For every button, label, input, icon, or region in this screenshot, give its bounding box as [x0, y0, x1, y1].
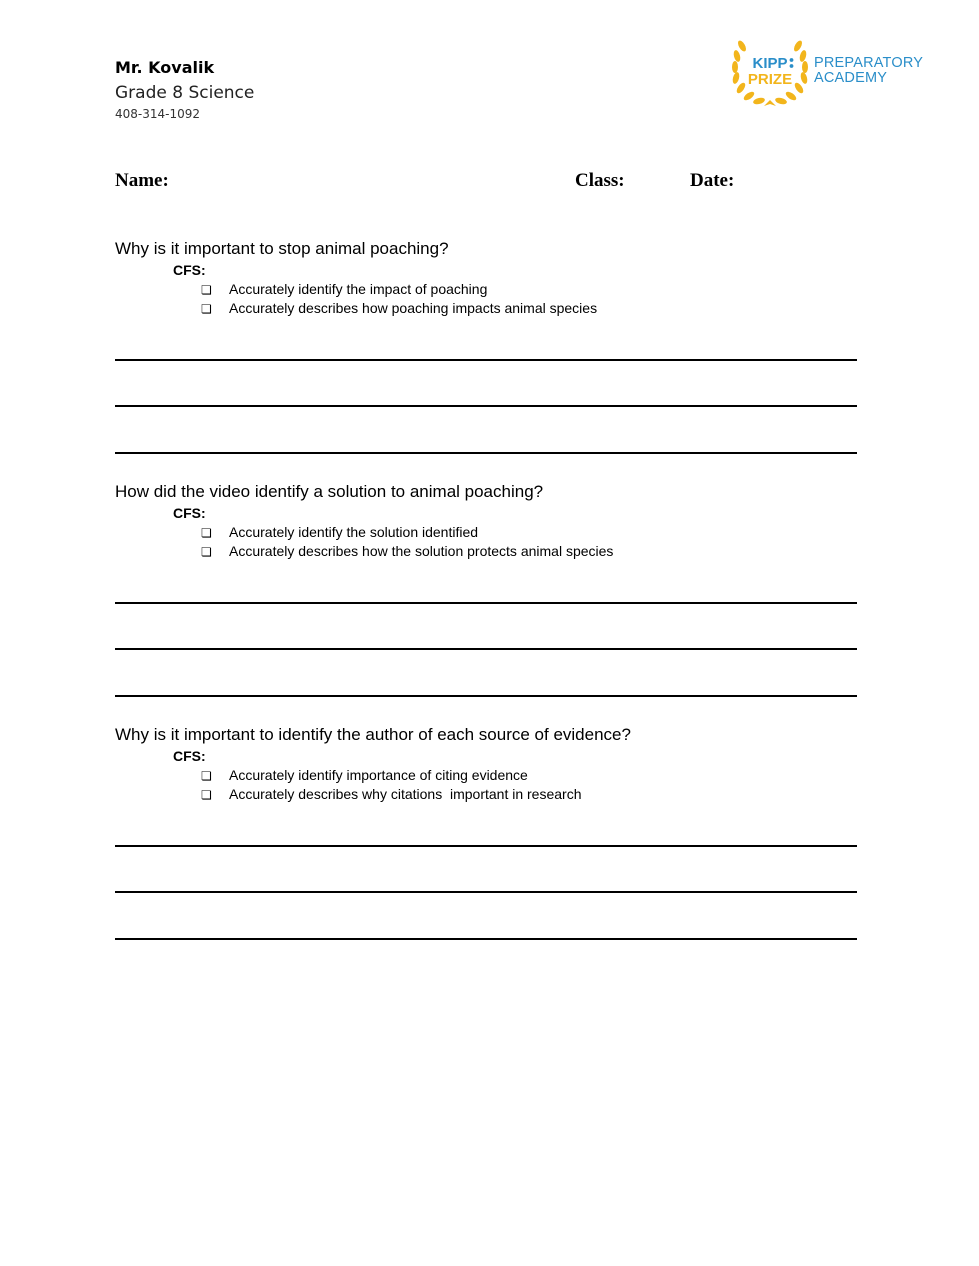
laurel-wreath-icon — [728, 32, 812, 112]
phone-number: 408-314-1092 — [115, 107, 201, 121]
question-1-criterion-2 — [201, 300, 597, 316]
name-field-label: Name: — [115, 170, 169, 191]
answer-line[interactable] — [115, 845, 857, 847]
checkbox-icon[interactable]: ❏ — [201, 545, 212, 559]
criterion-text: Accurately identify the impact of poaching — [229, 281, 488, 297]
question-2-cfs-label: CFS: — [173, 505, 206, 521]
question-3-criterion-1 — [201, 767, 528, 783]
criterion-text: Accurately identify importance of citing evidence — [229, 767, 528, 783]
logo-mark-line2: PRIZE — [747, 71, 793, 88]
question-2-criterion-1 — [201, 524, 478, 540]
teacher-name: Mr. Kovalik — [115, 58, 215, 77]
answer-line[interactable] — [115, 405, 857, 407]
logo-mark-line1: KIPP — [752, 55, 788, 72]
criterion-text: Accurately describes how the solution protects animal species — [229, 543, 614, 559]
logo-school-name — [814, 56, 923, 86]
date-field-label: Date: — [690, 170, 735, 191]
question-3-cfs-label: CFS: — [173, 748, 206, 764]
criterion-text: Accurately describes why citations important in research — [229, 786, 582, 802]
logo-school-line2: ACADEMY — [814, 70, 888, 86]
question-1-cfs-label: CFS: — [173, 262, 206, 278]
checkbox-icon[interactable]: ❏ — [201, 302, 212, 316]
checkbox-icon[interactable]: ❏ — [201, 526, 212, 540]
answer-line[interactable] — [115, 648, 857, 650]
question-1-criterion-1 — [201, 281, 487, 297]
checkbox-icon[interactable]: ❏ — [201, 283, 212, 297]
question-1-prompt: Why is it important to stop animal poaching? — [115, 239, 449, 258]
class-field-label: Class: — [575, 170, 625, 191]
question-3-prompt: Why is it important to identify the author of each source of evidence? — [115, 725, 631, 744]
answer-line[interactable] — [115, 891, 857, 893]
course-title: Grade 8 Science — [115, 83, 255, 103]
answer-line[interactable] — [115, 452, 857, 454]
answer-line[interactable] — [115, 695, 857, 697]
criterion-text: Accurately identify the solution identified — [229, 524, 479, 540]
checkbox-icon[interactable]: ❏ — [201, 769, 212, 783]
question-3-criterion-2 — [201, 786, 581, 802]
criterion-text: Accurately describes how poaching impacts animal species — [229, 300, 598, 316]
answer-line[interactable] — [115, 938, 857, 940]
school-logo — [728, 32, 928, 112]
question-2-criterion-2 — [201, 543, 613, 559]
question-2-prompt: How did the video identify a solution to animal poaching? — [115, 482, 544, 501]
answer-line[interactable] — [115, 602, 857, 604]
checkbox-icon[interactable]: ❏ — [201, 788, 212, 802]
logo-school-line1: PREPARATORY — [814, 55, 924, 71]
answer-line[interactable] — [115, 359, 857, 361]
